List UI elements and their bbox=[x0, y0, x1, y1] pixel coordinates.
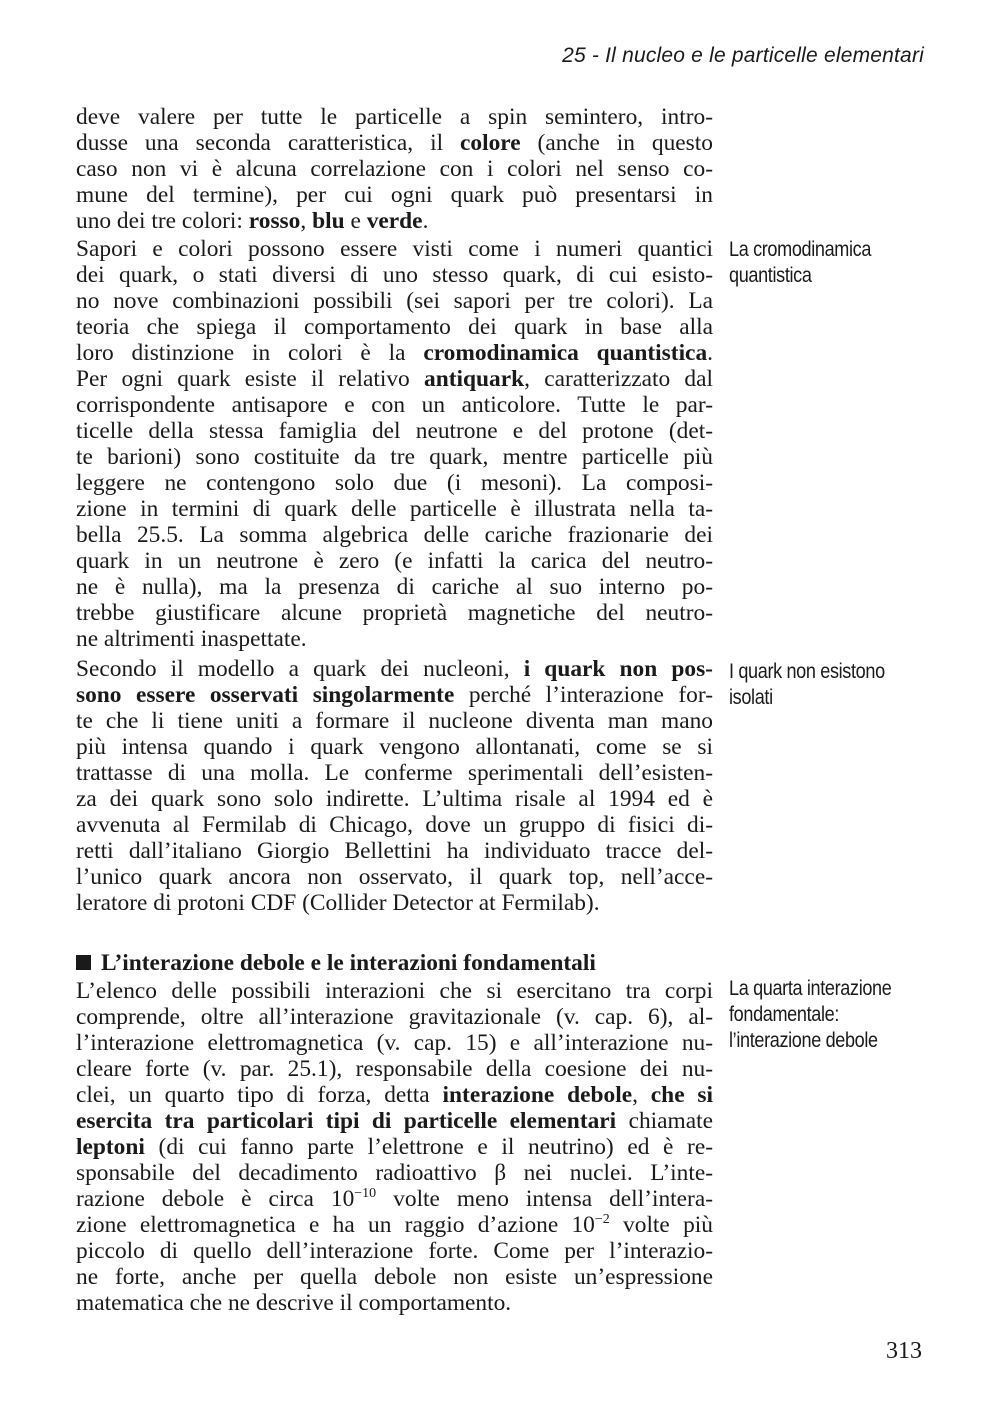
text-line: cleare forte (v. par. 25.1), responsabile della coesione dei nu- bbox=[76, 1056, 713, 1082]
margin-note-quark-isolati: I quark non esistono isolati bbox=[729, 660, 885, 709]
running-header: 25 - Il nucleo e le particelle elementari bbox=[562, 44, 924, 67]
exponent: −2 bbox=[594, 1212, 610, 1227]
text-line: clei, un quarto tipo di forza, detta interazione debole, che si bbox=[76, 1082, 714, 1108]
text-line: zione in termini di quark delle particelle è illustrata nella ta- bbox=[76, 496, 713, 522]
term-osservati-singolarmente: sono essere osservati singolarmente bbox=[76, 682, 455, 708]
text-line: teoria che spiega il comportamento dei quark in base alla bbox=[76, 314, 713, 340]
text-line: te che li tiene uniti a formare il nucleone diventa man mano bbox=[76, 708, 713, 734]
square-bullet-icon bbox=[76, 955, 91, 970]
text-line: sponsabile del decadimento radioattivo β nei nuclei. L’inte- bbox=[76, 1160, 713, 1186]
text-line: esercita tra particolari tipi di particelle elementari chiamate bbox=[76, 1108, 713, 1134]
text-line: loro distinzione in colori è la cromodinamica quantistica. bbox=[76, 340, 713, 366]
text-line: avvenuta al Fermilab di Chicago, dove un gruppo di fisici di- bbox=[76, 812, 713, 838]
text-line: trattasse di una molla. Le conferme sperimentali dell’esisten- bbox=[76, 760, 713, 786]
text-line: ne altrimenti inaspettate. bbox=[76, 626, 307, 652]
text-line: sono essere osservati singolarmente perché l’interazione for- bbox=[76, 682, 713, 708]
text-line: leptoni (di cui fanno parte l’elettrone e il neutrino) ed è re- bbox=[76, 1134, 714, 1160]
term-rosso: rosso bbox=[248, 208, 301, 234]
text-line: l’interazione elettromagnetica (v. cap. 15) e all’interazione nu- bbox=[76, 1030, 713, 1056]
text-line: no nove combinazioni possibili (sei sapori per tre colori). La bbox=[76, 288, 713, 314]
page-number: 313 bbox=[886, 1338, 922, 1364]
text-line: L’elenco delle possibili interazioni che si esercitano tra corpi bbox=[76, 978, 713, 1004]
text-line: deve valere per tutte le particelle a spin semintero, intro- bbox=[76, 104, 713, 130]
text-line: matematica che ne descrive il comportamento. bbox=[76, 1290, 512, 1316]
text-line: ticelle della stessa famiglia del neutrone e del protone (det- bbox=[76, 418, 713, 444]
text-line: leggere ne contengono solo due (i mesoni). La composi- bbox=[76, 470, 713, 496]
section-heading: L’interazione debole e le interazioni fondamentali bbox=[76, 950, 776, 976]
text-line: dusse una seconda caratteristica, il colore (anche in questo bbox=[76, 130, 713, 156]
text-line: bella 25.5. La somma algebrica delle cariche frazionarie dei bbox=[76, 522, 713, 548]
margin-note-cromodinamica: La cromodinamica quantistica bbox=[729, 238, 872, 287]
text-line: leratore di protoni CDF (Collider Detector at Fermilab). bbox=[76, 890, 600, 916]
text-line: zione elettromagnetica e ha un raggio d’azione $10^{-2}$ volte più bbox=[76, 1212, 713, 1238]
text-line: te barioni) sono costituite da tre quark, mentre particelle più bbox=[76, 444, 713, 470]
text-line: corrispondente antisapore e con un anticolore. Tutte le par- bbox=[76, 392, 713, 418]
text-line: Sapori e colori possono essere visti come i numeri quantici bbox=[76, 236, 713, 262]
text-line: caso non vi è alcuna correlazione con i colori nel senso co- bbox=[76, 156, 713, 182]
term-interazione-debole: interazione debole bbox=[442, 1082, 633, 1108]
text-line: za dei quark sono solo indirette. L’ultima risale al 1994 ed è bbox=[76, 786, 713, 812]
margin-note-interazione-debole: La quarta interazione fondamentale: l’interazione debole bbox=[729, 977, 892, 1052]
term-colore: colore bbox=[460, 130, 521, 156]
text-line: Secondo il modello a quark dei nucleoni, i quark non pos- bbox=[76, 656, 713, 682]
text-line: mune del termine), per cui ogni quark può presentarsi in bbox=[76, 182, 713, 208]
term-blu: blu bbox=[312, 208, 345, 234]
text-line: trebbe giustificare alcune proprietà magnetiche del neutro- bbox=[76, 600, 713, 626]
text-line: razione debole è circa $10^{-10}$ volte meno intensa dell’intera- bbox=[76, 1186, 713, 1212]
text-line: ne forte, anche per quella debole non esiste un’espressione bbox=[76, 1264, 713, 1290]
text-line: Per ogni quark esiste il relativo antiquark, caratterizzato dal bbox=[76, 366, 713, 392]
text-line: ne è nulla), ma la presenza di cariche al suo interno po- bbox=[76, 574, 713, 600]
text-line: dei quark, o stati diversi di uno stesso quark, di cui esisto- bbox=[76, 262, 713, 288]
exponent: −10 bbox=[354, 1186, 377, 1201]
term-cromodinamica-quantistica: cromodinamica quantistica bbox=[423, 340, 708, 366]
term-antiquark: antiquark bbox=[424, 366, 525, 392]
text-line: l’unico quark ancora non osservato, il quark top, nell’acce- bbox=[76, 864, 713, 890]
term-quark-non-possono: i quark non pos- bbox=[523, 656, 713, 682]
term-particelle-elementari: esercita tra particolari tipi di particelle elementari bbox=[76, 1108, 617, 1134]
term-verde: verde bbox=[366, 208, 423, 234]
text-line: piccolo di quello dell’interazione forte. Come per l’interazio- bbox=[76, 1238, 713, 1264]
text-line: quark in un neutrone è zero (e infatti la carica del neutro- bbox=[76, 548, 713, 574]
text-line: comprende, oltre all’interazione gravitazionale (v. cap. 6), al- bbox=[76, 1004, 713, 1030]
text-line: più intensa quando i quark vengono allontanati, come se si bbox=[76, 734, 713, 760]
text-line: uno dei tre colori: rosso, blu e verde. bbox=[76, 208, 429, 234]
term-leptoni: leptoni bbox=[76, 1134, 145, 1160]
text-line: retti dall’italiano Giorgio Bellettini ha individuato tracce del- bbox=[76, 838, 713, 864]
